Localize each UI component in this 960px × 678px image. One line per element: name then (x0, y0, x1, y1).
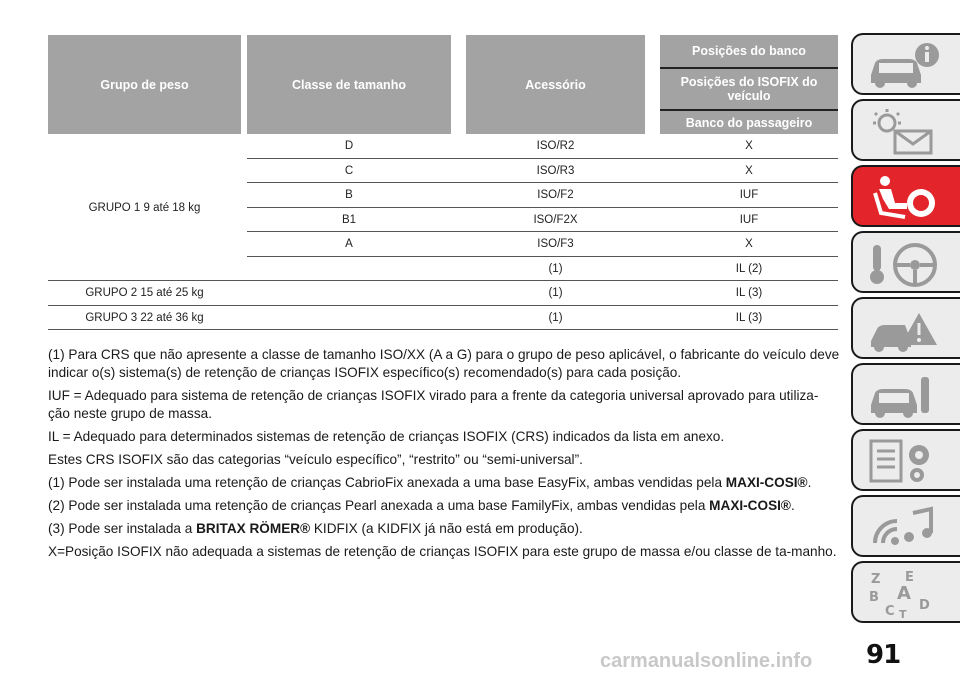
cell-accessory: ISO/R3 (536, 164, 575, 177)
cell-seat: X (745, 164, 753, 177)
header-positions: Posições do banco (660, 35, 838, 67)
cell-size-class: C (344, 164, 354, 177)
index-letter: T (899, 608, 907, 619)
tab-emergency[interactable] (851, 297, 960, 359)
cell-size-class (247, 257, 451, 281)
note-cabriofix (48, 474, 840, 492)
cell-accessory: (1) (548, 287, 563, 299)
header-seat-positions (660, 35, 838, 134)
note-text: (2) Pode ser instalada uma retenção de crianças Pearl anexada a uma base FamilyFix, ambas vendidas pela (48, 498, 710, 513)
tab-specs[interactable] (851, 429, 960, 491)
note-text: (1) Pode ser instalada uma retenção de crianças CabrioFix anexada a uma base EasyFix, ambas vendidas pela (48, 475, 726, 490)
cell-accessory: ISO/F2X (533, 213, 578, 226)
cell-seat: IUF (739, 213, 759, 226)
note-text: . (790, 498, 795, 513)
note-text: (3) Pode ser instalada a (48, 521, 197, 536)
note-kidfix (48, 520, 840, 538)
page-number: 91 (866, 640, 901, 670)
cell-group: GRUPO 3 22 até 36 kg (85, 311, 204, 324)
cell-seat: IL (3) (735, 311, 763, 324)
table-row (48, 208, 838, 233)
brand-name: MAXI-COSI® (709, 498, 791, 513)
table-body (48, 134, 838, 330)
cell-size-class: D (344, 140, 354, 152)
table-row (48, 159, 838, 184)
index-letter: D (919, 598, 930, 613)
car-emergency-icon (865, 305, 945, 355)
warning-lights-icon (865, 107, 945, 157)
cell-seat: IL (3) (735, 287, 763, 299)
cell-seat: X (745, 238, 753, 250)
cell-size-class: A (345, 238, 353, 250)
isofix-table (48, 35, 838, 330)
cell-accessory: ISO/F3 (537, 238, 574, 250)
seat-airbag-icon (865, 173, 945, 223)
brand-name: BRITAX RÖMER® (196, 521, 311, 536)
tab-index[interactable] (851, 561, 960, 623)
note-x: X=Posição ISOFIX não adequada a sistemas de retenção de crianças ISOFIX para este grupo de massa e/ou classe de ta-manho. (48, 544, 837, 559)
note-pearl (48, 497, 840, 515)
index-letter: E (905, 570, 914, 585)
note-text: KIDFIX (a KIDFIX já não está em produção). (310, 521, 583, 536)
tab-multimedia[interactable] (851, 495, 960, 557)
header-weight-group: Grupo de peso (48, 35, 241, 134)
header-size-class: Classe de tamanho (247, 35, 451, 134)
tab-warning-lights[interactable] (851, 99, 960, 161)
alphabet-index-icon (865, 569, 945, 619)
header-isofix-positions: Posições do ISOFIX do veículo (660, 69, 838, 109)
tab-start-drive[interactable] (851, 231, 960, 293)
header-passenger-seat: Banco do passageiro (660, 111, 838, 134)
chapter-sidebar (851, 33, 960, 627)
key-steering-wheel-icon (865, 239, 945, 289)
index-letter: B (869, 590, 879, 605)
table-row (48, 183, 838, 208)
cell-seat: X (745, 140, 753, 152)
table-row (48, 306, 838, 331)
note-il: IL = Adequado para determinados sistemas de retenção de crianças ISOFIX (CRS) indicados da lista em anexo. (48, 429, 725, 444)
car-info-icon (865, 41, 945, 91)
tab-maintenance[interactable] (851, 363, 960, 425)
specs-gears-icon (865, 437, 945, 487)
note-iuf: IUF = Adequado para sistema de retenção de crianças ISOFIX virado para a frente da categoria universal aprovado para utiliza-ção neste grupo de massa. (48, 388, 819, 421)
table-header (48, 35, 838, 134)
notes-section (48, 346, 840, 566)
cell-group: GRUPO 2 15 até 25 kg (85, 287, 204, 299)
cell-size-class: B (345, 189, 353, 201)
row-divider (48, 329, 838, 330)
watermark: carmanualsonline.info (600, 650, 813, 672)
cell-accessory: (1) (548, 311, 563, 324)
multimedia-icon (865, 503, 945, 553)
header-accessory: Acessório (466, 35, 645, 134)
note-categories: Estes CRS ISOFIX são das categorias “veículo específico”, “restrito” ou “semi-universal”. (48, 452, 583, 467)
group1-label: GRUPO 1 9 até 18 kg (88, 201, 201, 214)
note-text: . (807, 475, 812, 490)
table-row (48, 281, 838, 306)
index-letter: Z (871, 572, 881, 587)
index-letter: C (885, 604, 895, 619)
cell-accessory: ISO/R2 (536, 140, 575, 152)
cell-size-class: B1 (341, 213, 357, 226)
table-row (48, 257, 838, 282)
cell-seat: IUF (739, 189, 759, 201)
cell-seat: IL (2) (735, 262, 763, 275)
tab-car-info[interactable] (851, 33, 960, 95)
index-letter: A (897, 583, 911, 604)
note-1: (1) Para CRS que não apresente a classe de tamanho ISO/XX (A a G) para o grupo de peso aplicável, o fabricante do veículo deve indicar o(s) sistema(s) de retenção de crianças ISOFIX específico(s) recomendado(s) para cada posição. (48, 347, 840, 380)
tab-safety[interactable] (851, 165, 960, 227)
cell-accessory: (1) (548, 262, 563, 275)
table-row (48, 232, 838, 257)
cell-accessory: ISO/F2 (537, 189, 574, 201)
car-maintenance-icon (865, 371, 945, 421)
table-row (48, 134, 838, 159)
brand-name: MAXI-COSI® (725, 475, 808, 490)
